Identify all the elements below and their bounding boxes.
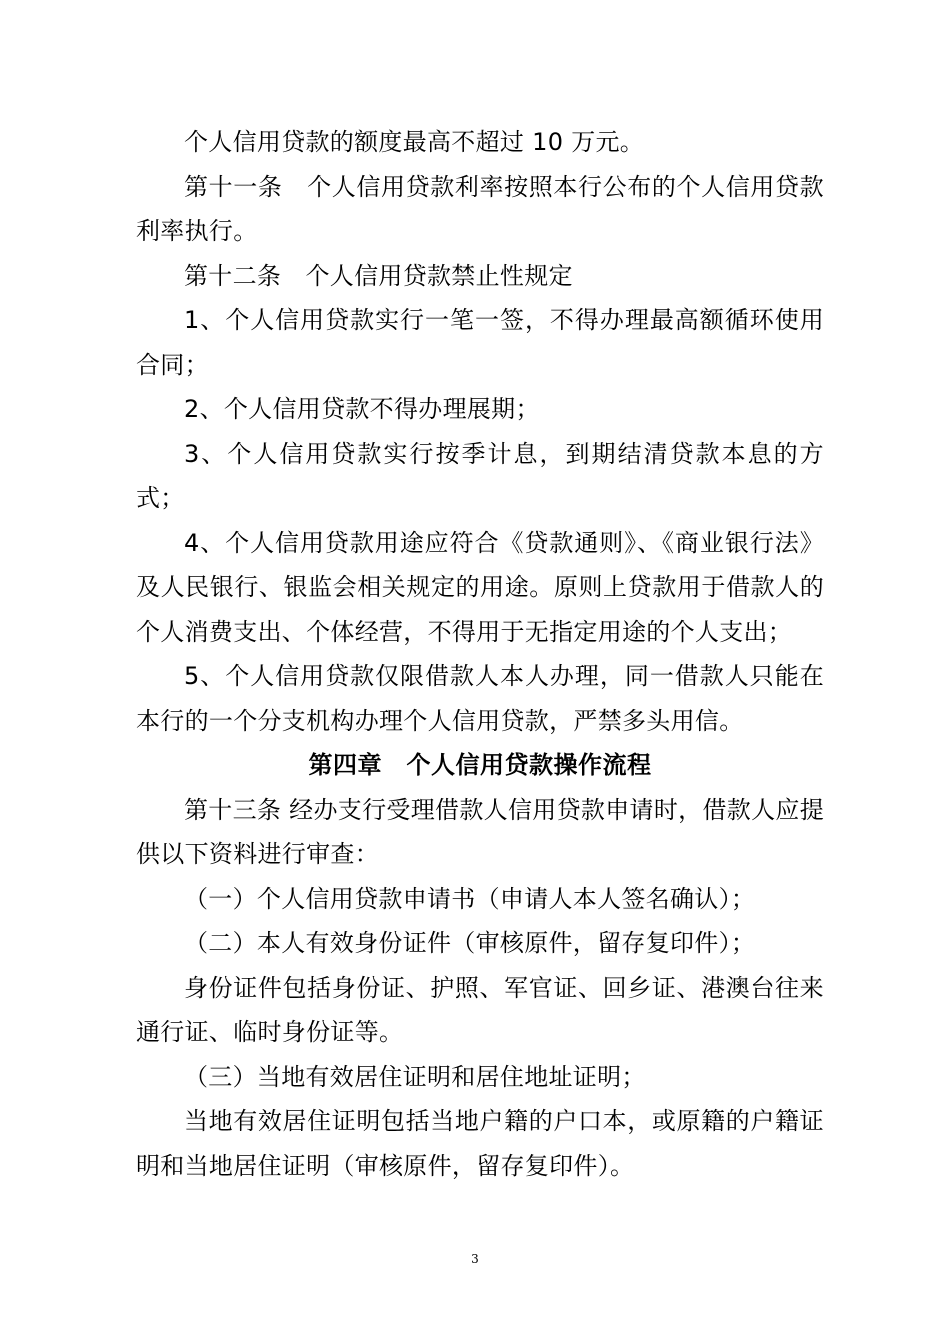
paragraph-item-2: （二）本人有效身份证件（审核原件，留存复印件）； — [184, 929, 756, 957]
paragraph-article-12: 第十二条 个人信用贷款禁止性规定 — [184, 261, 573, 290]
paragraph-rule-5: 5、个人信用贷款仅限借款人本人办理，同一借款人只能在本行的一个分支机构办理个人信用贷款，严禁多头用信。 — [136, 662, 824, 735]
paragraph-item-3: （三）当地有效居住证明和居住地址证明； — [184, 1062, 646, 1091]
paragraph-rule-4: 4、个人信用贷款用途应符合《贷款通则》、《商业银行法》及人民银行、银监会相关规定的用途。原则上贷款用于借款人的个人消费支出、个体经营，不得用于无指定用途的个人支出； — [136, 528, 824, 646]
paragraph-rule-2: 2、个人信用贷款不得办理展期； — [184, 395, 540, 423]
page-number: 3 — [471, 1252, 479, 1266]
chapter-heading: 第四章 个人信用贷款操作流程 — [308, 751, 652, 779]
paragraph-article-11: 第十一条 个人信用贷款利率按照本行公布的个人信用贷款利率执行。 — [136, 172, 824, 245]
paragraph-rule-1: 1、个人信用贷款实行一笔一签，不得办理最高额循环使用合同； — [136, 306, 824, 379]
document-body — [136, 120, 824, 1188]
paragraph-loan-limit: 个人信用贷款的额度最高不超过 10 万元。 — [184, 128, 645, 156]
paragraph-residence-proof: 当地有效居住证明包括当地户籍的户口本，或原籍的户籍证明和当地居住证明（审核原件，留存复印件）。 — [136, 1107, 824, 1180]
paragraph-article-13: 第十三条 经办支行受理借款人信用贷款申请时，借款人应提供以下资料进行审查： — [136, 795, 824, 868]
paragraph-item-1: （一）个人信用贷款申请书（申请人本人签名确认）； — [184, 884, 756, 913]
paragraph-id-types: 身份证件包括身份证、护照、军官证、回乡证、港澳台往来通行证、临时身份证等。 — [136, 973, 824, 1046]
paragraph-rule-3: 3、个人信用贷款实行按季计息，到期结清贷款本息的方式； — [136, 439, 824, 512]
